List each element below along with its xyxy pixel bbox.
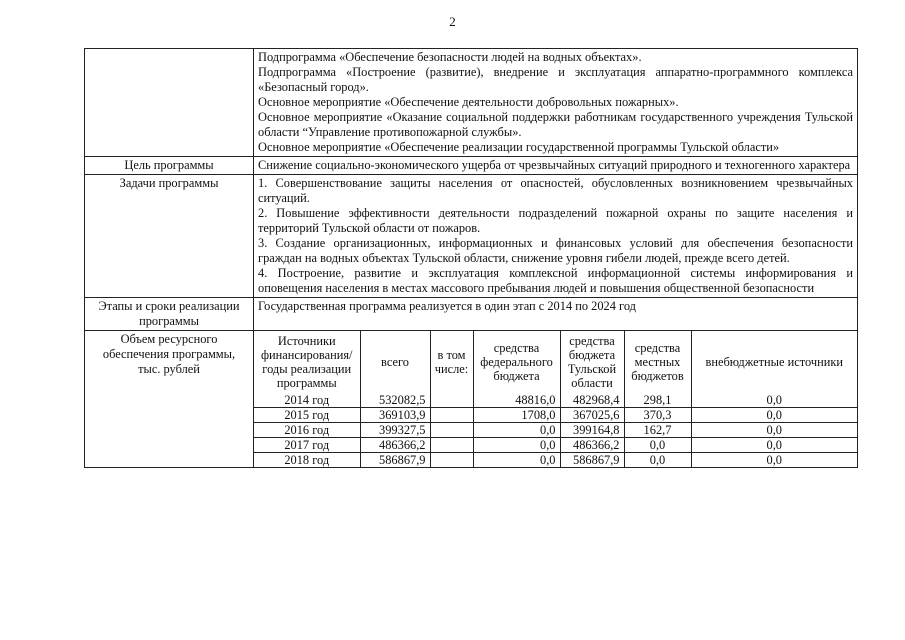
year-cell: 2018 год: [254, 453, 360, 468]
including-cell: [430, 453, 473, 468]
task-item: 3. Создание организационных, информационных и финансовых условий для обеспечения безопасности граждан на водных объектах Тульской области, снижение уровня гибели людей, прежде всего детей.: [258, 236, 853, 265]
header-federal: средства федерального бюджета: [473, 331, 560, 393]
local-cell: 0,0: [624, 453, 691, 468]
row-funding: [85, 331, 858, 468]
regional-cell: 486366,2: [560, 438, 624, 453]
header-source: Источники финансирования/ годы реализации программы: [254, 331, 360, 393]
regional-cell: 482968,4: [560, 393, 624, 408]
subprogram-line: Подпрограмма «Построение (развитие), внедрение и эксплуатация аппаратно-программного комплекса «Безопасный город».: [258, 65, 853, 94]
tasks-content: [254, 175, 858, 298]
header-extra: внебюджетные источники: [691, 331, 857, 393]
funding-year-row: [254, 438, 857, 453]
row-tasks: [85, 175, 858, 298]
task-item: 4. Построение, развитие и эксплуатация комплексной информационной системы информирования и оповещения населения в местах массового пребывания людей и повышения общественной безопасности: [258, 266, 853, 295]
header-including: в том числе:: [430, 331, 473, 393]
extra-cell: 0,0: [691, 453, 857, 468]
stages-text: Государственная программа реализуется в один этап с 2014 по 2024 год: [254, 298, 858, 331]
regional-cell: 399164,8: [560, 423, 624, 438]
federal-cell: 48816,0: [473, 393, 560, 408]
task-item: 2. Повышение эффективности деятельности подразделений пожарной охраны по защите населения и территорий Тульской области от пожаров.: [258, 206, 853, 235]
goal-label: Цель программы: [85, 157, 254, 175]
total-cell: 399327,5: [360, 423, 430, 438]
funding-cell: [254, 331, 858, 468]
year-cell: 2017 год: [254, 438, 360, 453]
federal-cell: 0,0: [473, 453, 560, 468]
header-local: средства местных бюджетов: [624, 331, 691, 393]
subprogram-line: Основное мероприятие «Обеспечение деятельности добровольных пожарных».: [258, 95, 679, 109]
extra-cell: 0,0: [691, 393, 857, 408]
subprogram-line: Основное мероприятие «Обеспечение реализации государственной программы Тульской области»: [258, 140, 780, 154]
goal-text: Снижение социально-экономического ущерба от чрезвычайных ситуаций природного и техногенного характера: [254, 157, 858, 175]
year-cell: 2016 год: [254, 423, 360, 438]
year-cell: 2014 год: [254, 393, 360, 408]
total-cell: 586867,9: [360, 453, 430, 468]
tasks-label: Задачи программы: [85, 175, 254, 298]
page-number: 2: [449, 14, 456, 29]
local-cell: 0,0: [624, 438, 691, 453]
including-cell: [430, 393, 473, 408]
federal-cell: 1708,0: [473, 408, 560, 423]
row-goal: [85, 157, 858, 175]
including-cell: [430, 438, 473, 453]
funding-header-row: [254, 331, 857, 393]
local-cell: 370,3: [624, 408, 691, 423]
funding-year-row: [254, 423, 857, 438]
subprograms-content: [254, 49, 858, 157]
extra-cell: 0,0: [691, 408, 857, 423]
header-regional: средства бюджета Тульской области: [560, 331, 624, 393]
program-passport-table: [84, 48, 858, 468]
stages-label: Этапы и сроки реализации программы: [85, 298, 254, 331]
federal-cell: 0,0: [473, 423, 560, 438]
funding-table: [254, 331, 857, 467]
task-item: 1. Совершенствование защиты населения от опасностей, обусловленных возникновением чрезвычайных ситуаций.: [258, 176, 853, 205]
year-cell: 2015 год: [254, 408, 360, 423]
local-cell: 162,7: [624, 423, 691, 438]
header-total: всего: [360, 331, 430, 393]
funding-year-row: [254, 393, 857, 408]
row-stages: [85, 298, 858, 331]
regional-cell: 367025,6: [560, 408, 624, 423]
federal-cell: 0,0: [473, 438, 560, 453]
subprogram-line: Основное мероприятие «Оказание социальной поддержки работникам государственного учреждения Тульской области “Управление противопожарной службы».: [258, 110, 853, 139]
funding-year-row: [254, 453, 857, 468]
funding-label: Объем ресурсного обеспечения программы, тыс. рублей: [85, 331, 254, 468]
row-subprograms: [85, 49, 858, 157]
regional-cell: 586867,9: [560, 453, 624, 468]
including-cell: [430, 408, 473, 423]
including-cell: [430, 423, 473, 438]
total-cell: 486366,2: [360, 438, 430, 453]
total-cell: 532082,5: [360, 393, 430, 408]
total-cell: 369103,9: [360, 408, 430, 423]
extra-cell: 0,0: [691, 438, 857, 453]
extra-cell: 0,0: [691, 423, 857, 438]
funding-year-row: [254, 408, 857, 423]
local-cell: 298,1: [624, 393, 691, 408]
subprogram-line: Подпрограмма «Обеспечение безопасности людей на водных объектах».: [258, 50, 642, 64]
subprograms-label: [85, 49, 254, 157]
